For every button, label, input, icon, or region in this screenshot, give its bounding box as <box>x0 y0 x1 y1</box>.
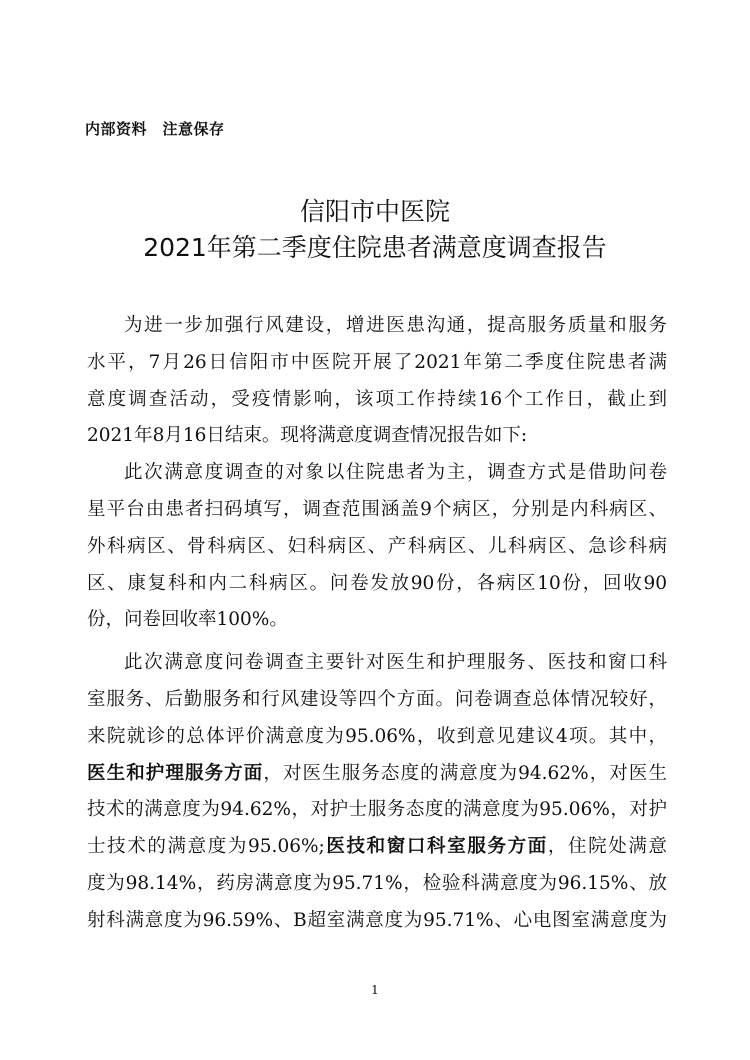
text-fragment: 士技术的满意度为95.06%; <box>87 836 325 858</box>
paragraph-survey-results <box>87 645 667 939</box>
text-line: 为进一步加强行风建设，增进医患沟通，提高服务质量和服务 <box>124 315 667 336</box>
text-line <box>87 756 667 793</box>
text-line: 水平，7月26日信阳市中医院开展了2021年第二季度住院患者满 <box>87 351 667 373</box>
text-line: 此次满意度调查的对象以住院患者为主，调查方式是借助问卷 <box>124 462 667 484</box>
report-title-subject: 2021年第二季度住院患者满意度调查报告 <box>143 233 607 262</box>
section-heading-medtech-window: 医技和窗口科室服务方面 <box>324 836 548 858</box>
text-line: 室服务、后勤服务和行风建设等四个方面。问卷调查总体情况较好， <box>87 688 667 710</box>
text-fragment: ，住院处满意 <box>547 836 667 858</box>
section-heading-doctor-nursing: 医生和护理服务方面 <box>87 762 264 784</box>
text-fragment: ，对医生服务态度的满意度为94.62%，对医生 <box>263 762 667 784</box>
text-line: 外科病区、骨科病区、妇科病区、产科病区、儿科病区、急诊科病 <box>87 535 667 557</box>
text-line: 技术的满意度为94.62%，对护士服务态度的满意度为95.06%，对护 <box>87 799 667 821</box>
text-line: 意度调查活动，受疫情影响，该项工作持续16个工作日，截止到 <box>87 388 667 410</box>
text-line: 度为98.14%，药房满意度为95.71%，检验科满意度为96.15%、放 <box>87 872 667 894</box>
text-line: 来院就诊的总体评价满意度为95.06%，收到意见建议4项。其中， <box>87 725 667 747</box>
text-line: 2021年8月16日结束。现将满意度调查情况报告如下: <box>87 425 528 447</box>
paragraph-intro <box>87 308 667 455</box>
text-line: 射科满意度为96.59%、B超室满意度为95.71%、心电图室满意度为 <box>87 909 667 931</box>
text-line: 份，问卷回收率100%。 <box>87 609 288 631</box>
paragraph-survey-scope <box>87 455 667 639</box>
text-line: 区、康复科和内二科病区。问卷发放90份，各病区10份，回收90 <box>87 572 667 594</box>
page-number: 1 <box>371 983 379 997</box>
report-body <box>87 308 667 940</box>
report-title-hospital: 信阳市中医院 <box>299 197 450 226</box>
text-line <box>87 829 667 866</box>
internal-document-label: 内部资料 注意保存 <box>85 120 225 138</box>
text-line: 星平台由患者扫码填写，调查范围涵盖9个病区，分别是内科病区、 <box>87 498 667 520</box>
text-line: 此次满意度问卷调查主要针对医生和护理服务、医技和窗口科 <box>124 652 667 674</box>
